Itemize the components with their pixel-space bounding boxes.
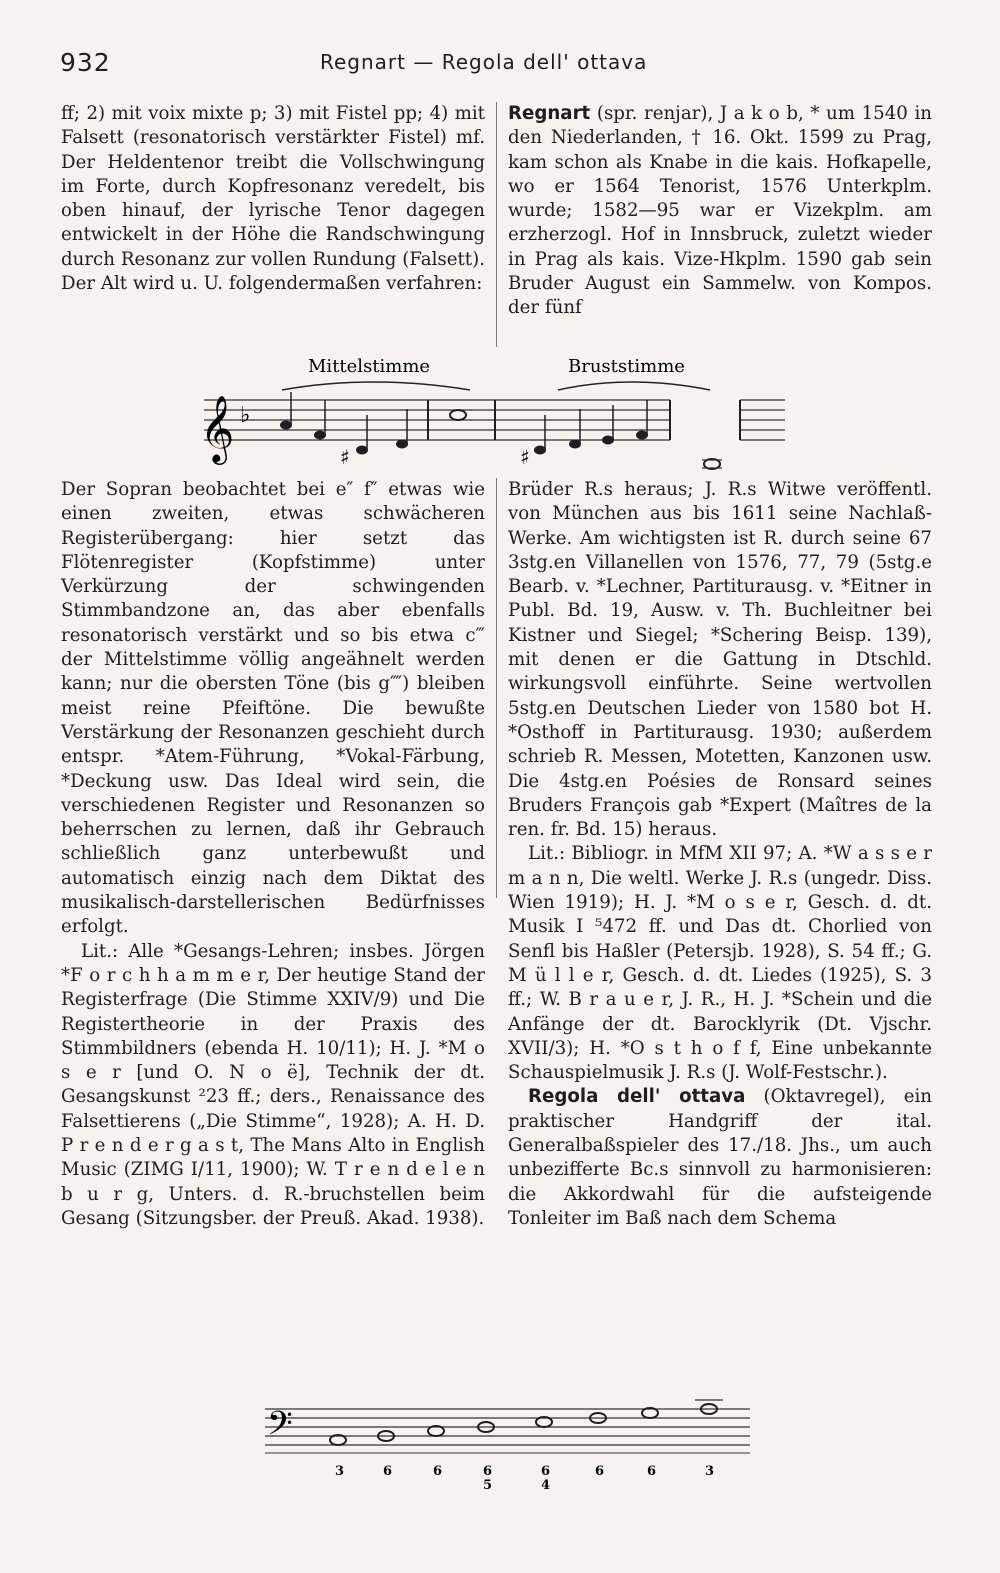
figure: 5 — [483, 1478, 493, 1493]
page-number: 932 — [60, 48, 111, 77]
figure: 3 — [705, 1464, 715, 1479]
headword: Regola dell' ottava — [528, 1086, 746, 1108]
literature: Lit.: Alle *Gesangs-Lehren; insbes. Jörgen *F o r c h h a m m e r, Der heutige Stand der Registerfrage (Die Stimme XXIV/9) und Die Registertheorie in der Praxis des Stimmbildners (ebenda H. 10/11); H. J. *M o s e r [und O. N o ë], Technik der dt. Gesangskunst ²23 ff.; ders., Renaissance des Falsettierens („Die Stimme“, 1928); A. H. D. P r e n d e r g a s t, The Mans Alto in English Music (ZIMG I/11, 1900); W. T r e n d e l e n b u r g, Unters. d. R.-bruchstellen beim Gesang (Sitzungsber. der Preuß. Akad. 1938). — [61, 940, 485, 1229]
column-rule — [496, 478, 497, 898]
treble-clef-icon: 𝄞 — [200, 394, 235, 462]
right-column-bottom — [508, 478, 932, 1231]
staff-label-mittelstimme: Mittelstimme — [308, 356, 431, 377]
entry-text: (Oktavregel), ein praktischer Handgriff der ital. Generalbaßspieler des 17./18. Jhs., um auch unbezifferte Bc.s sinnvoll zu harmonisieren: die Akkordwahl für die aufsteigende Tonleiter im Baß nach dem Schema — [508, 1086, 932, 1229]
left-column-top — [61, 102, 485, 296]
column-rule — [496, 102, 497, 347]
staff-label-bruststimme: Bruststimme — [568, 356, 685, 377]
entry-text: (spr. renjar), J a k o b, * um 1540 in den Niederlanden, † 16. Okt. 1599 zu Prag, kam schon als Knabe in die kais. Hofkapelle, wo er 1564 Tenorist, 1576 Unterkplm. wurde; 1582—95 war er Vizekplm. am erzherzogl. Hof in Innsbruck, zuletzt wieder in Prag als kais. Vize-Hkplm. 1590 gab sein Bruder August ein Sammelw. von Kompos. der fünf — [508, 103, 932, 319]
paragraph: Brüder R.s heraus; J. R.s Witwe veröffentl. von München aus bis 1611 seine Nachlaß-Werke. Am wichtigsten ist R. durch seine 67 3stg.en Villanellen von 1576, 77, 79 (5stg.e Bearb. v. *Lechner, Partiturausg. v. *Eitner in Publ. Bd. 19, Ausw. v. Th. Buchleitner bei Kistner und Siegel; *Schering Beisp. 139), mit denen er die Gattung in Dtschld. wirkungsvoll einführte. Seine wertvollen 5stg.en Deutschen Lieder von 1580 bot H. *Osthoff in Partiturausg. 1930; außerdem schrieb R. Messen, Motetten, Kanzonen usw. Die 4stg.en Poésies de Ronsard seines Bruders François gab *Expert (Maîtres de la ren. fr. Bd. 15) heraus. — [508, 479, 932, 841]
paragraph: ff; 2) mit voix mixte p; 3) mit Fistel pp; 4) mit Falsett (resonatorisch verstärkter Fistel) mf. Der Heldentenor treibt die Vollschwingung im Forte, durch Kopfresonanz veredelt, bis oben hinauf, der lyrische Tenor dagegen entwickelt in der Höhe die Randschwingung durch Resonanz zur vollen Rundung (Falsett). Der Alt wird u. U. folgendermaßen verfahren: — [61, 103, 485, 295]
sharp-icon: ♯ — [520, 445, 530, 469]
right-column-top — [508, 102, 932, 321]
running-head: Regnart — Regola dell' ottava — [320, 50, 648, 74]
figure: 6 — [383, 1464, 393, 1479]
slur — [558, 382, 710, 390]
notes — [330, 1404, 717, 1445]
left-column-bottom — [61, 478, 485, 1231]
figure: 6 — [595, 1464, 605, 1479]
flat-icon: ♭ — [240, 403, 251, 428]
figure: 3 — [335, 1464, 345, 1479]
entry-regnart — [508, 102, 932, 321]
figure: 6 — [541, 1464, 551, 1479]
figure: 6 — [483, 1464, 493, 1479]
page-header — [0, 46, 1000, 78]
entry-regola — [508, 1085, 932, 1231]
sharp-icon: ♯ — [340, 445, 350, 469]
figure: 4 — [541, 1478, 551, 1493]
headword: Regnart — [508, 103, 591, 124]
paragraph: Der Sopran beobachtet bei e″ f″ etwas wie einen zweiten, etwas schwächeren Registerübergang: hier setzt das Flötenregister (Kopfstimme) unter Verkürzung der schwingenden Stimmbandzone an, das aber ebenfalls resonatorisch verstärkt und so bis etwa c‴ der Mittelstimme völlig angeähnelt werden kann; nur die obersten Töne (bis g⁗) bleiben meist reine Pfeiftöne. Die bewußte Verstärkung der Resonanzen geschieht durch entspr. *Atem-Führung, *Vokal-Färbung, *Deckung usw. Das Ideal wird sein, die verschiedenen Register und Resonanzen so beherrschen zu lernen, daß ihr Gebrauch schließlich ganz unterbewußt und automatisch einzig nach dem Diktat des musikalisch-darstellerischen Bedürfnisses erfolgt. — [61, 479, 485, 938]
literature: Lit.: Bibliogr. in MfM XII 97; A. *W a s s e r m a n n, Die weltl. Werke J. R.s (ungedr. Diss. Wien 1919); H. J. *M o s e r, Gesch. d. dt. Musik I ⁵472 ff. und Das dt. Chorlied von Senfl bis Haßler (Petersjb. 1928), S. 54 ff.; G. M ü l l e r, Gesch. d. dt. Liedes (1925), S. 3 ff.; W. B r a u e r, J. R., H. J. *Schein und die Anfänge der dt. Barocklyrik (Dt. Vjschr. XVII/3); H. *O s t h o f f, Eine unbekannte Schauspielmusik J. R.s (J. Wolf-Festschr.). — [508, 843, 932, 1084]
staff-lines — [265, 1409, 750, 1445]
music-example-octave-rule — [255, 1383, 755, 1493]
figure: 6 — [647, 1464, 657, 1479]
bass-clef-icon: 𝄢 — [267, 1405, 293, 1451]
slur — [282, 382, 470, 390]
figure: 6 — [433, 1464, 443, 1479]
music-example-registers — [190, 352, 790, 477]
figured-bass — [335, 1464, 714, 1493]
